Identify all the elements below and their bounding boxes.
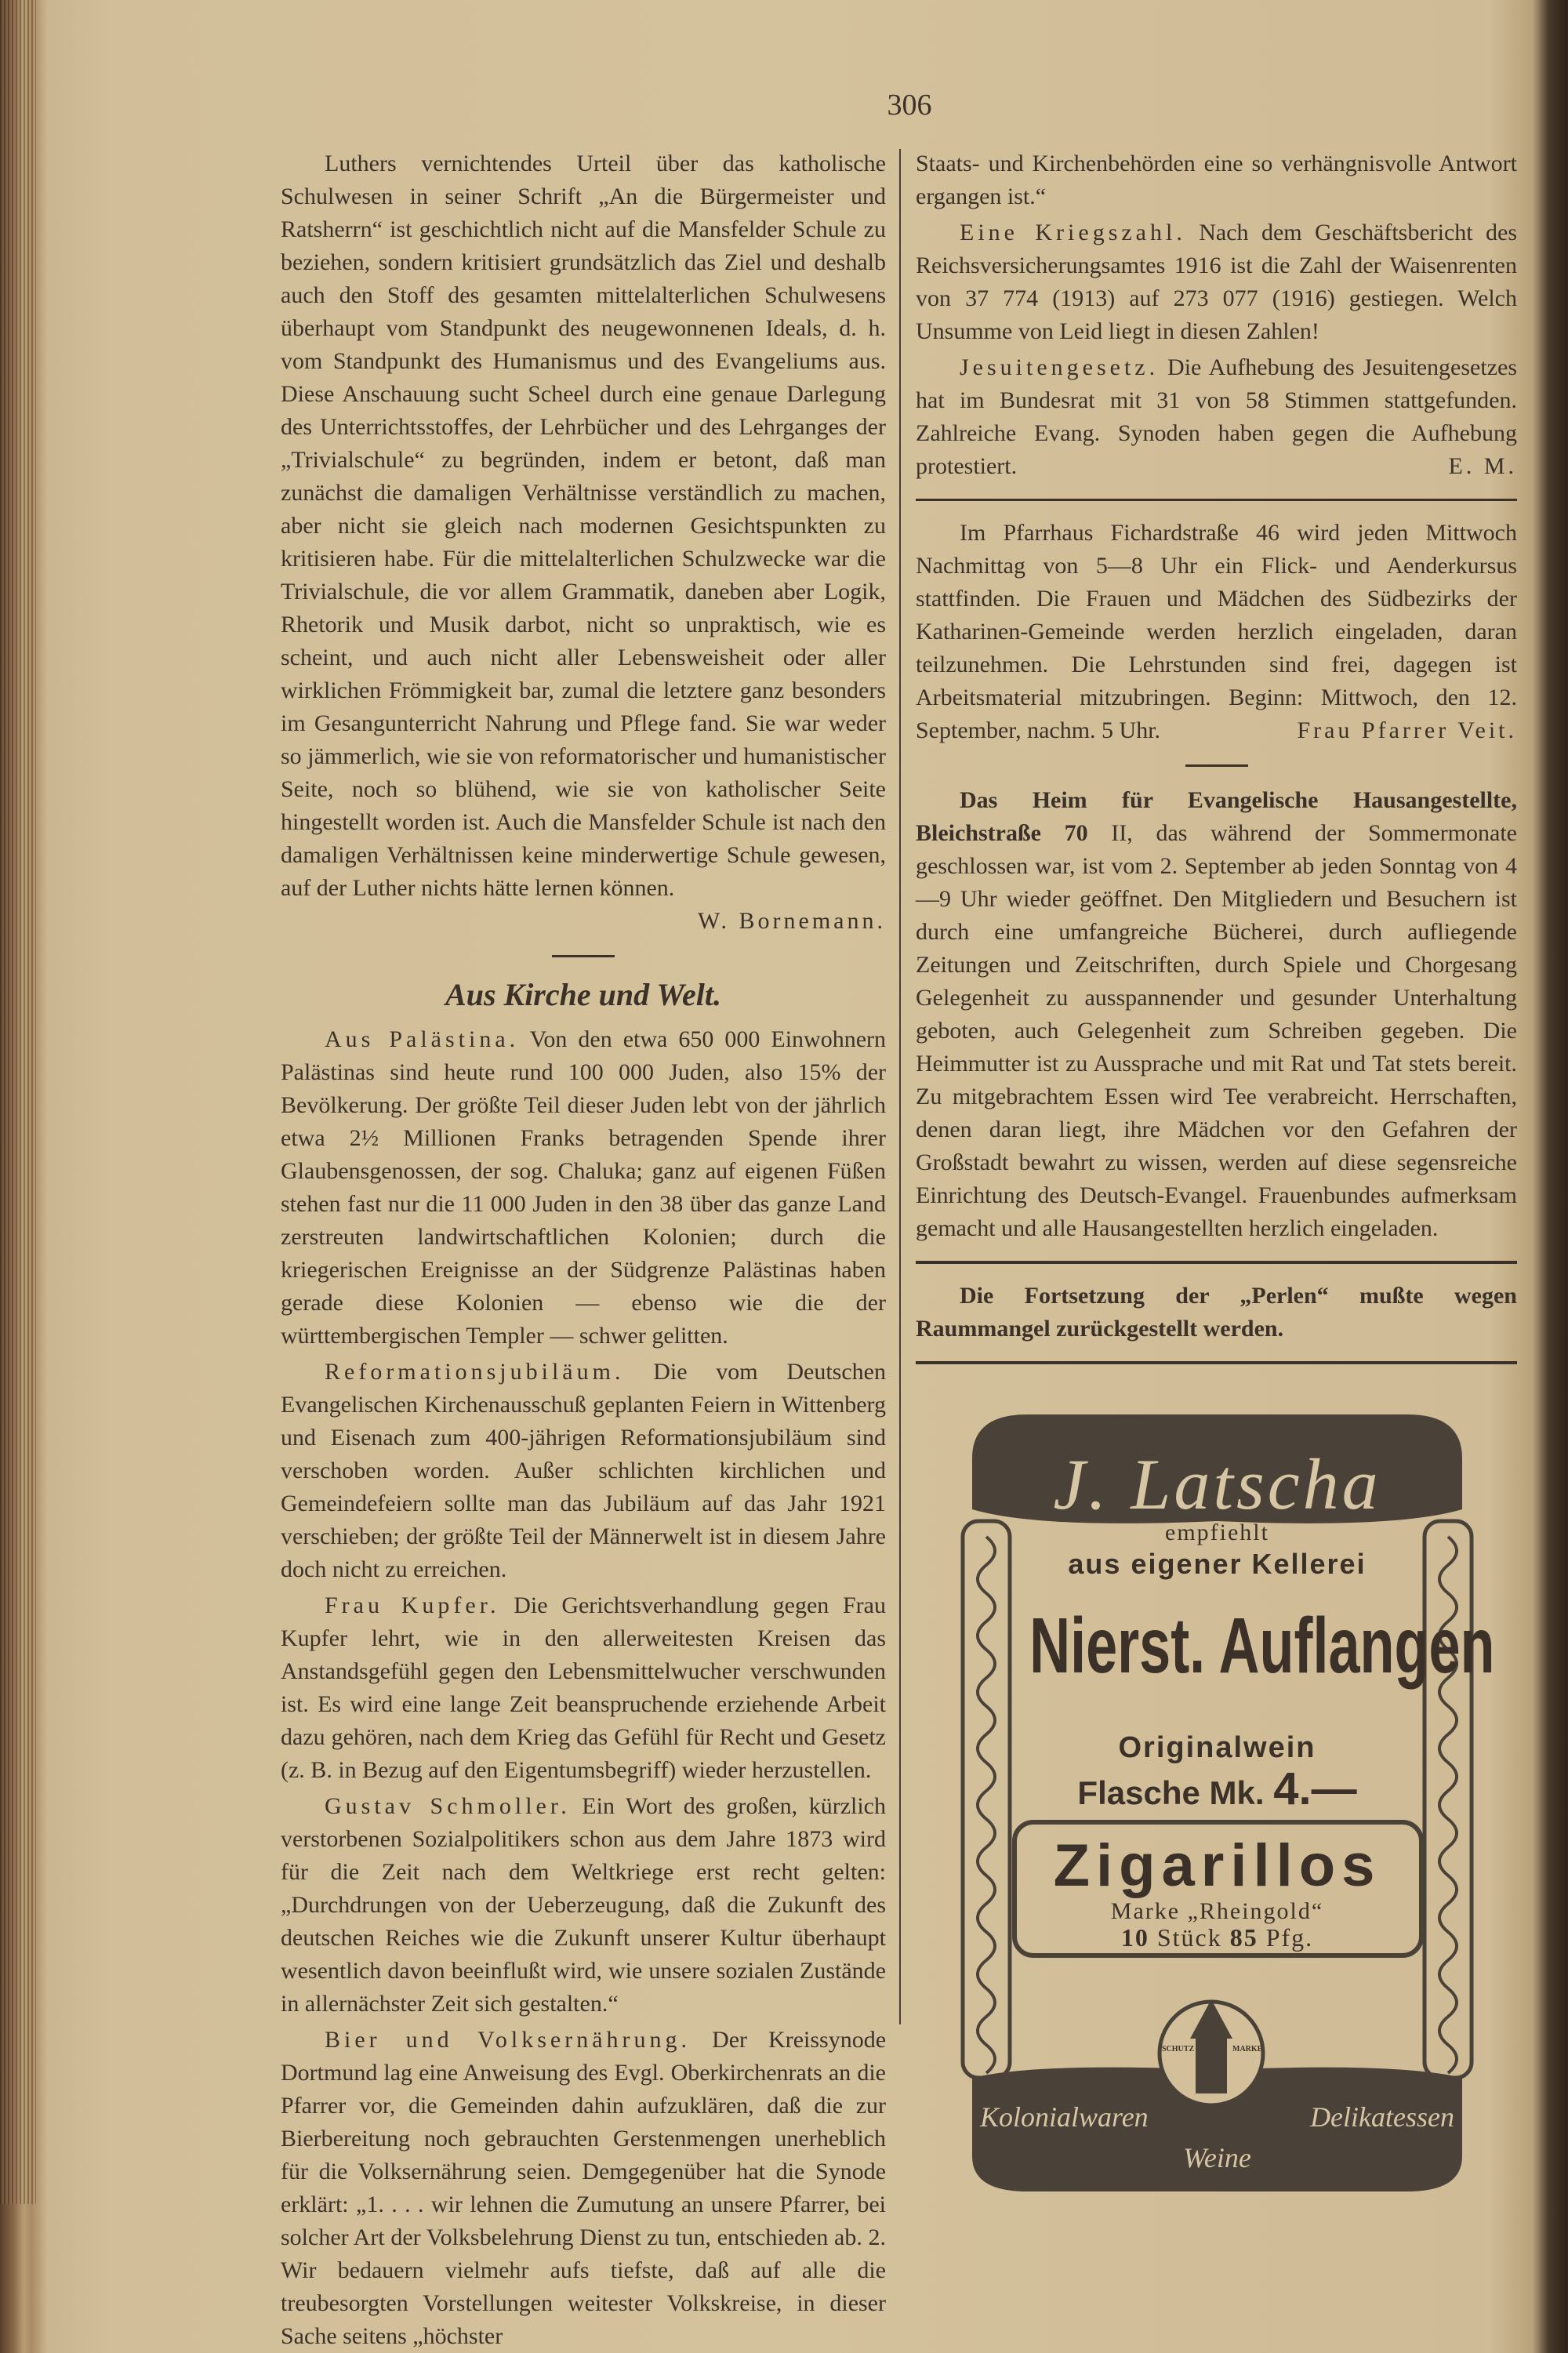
news-item xyxy=(916,351,1517,483)
section-heading: Aus Kirche und Welt. xyxy=(445,977,721,1012)
ad-text: aus eigener Kellerei xyxy=(1068,1548,1367,1580)
news-body: Die Aufhebung des Jesuitengesetzes hat im Bundesrat mit 31 von 58 Stimmen stattgefunden. Zahlreiche Evang. Synoden haben gegen die Aufhebung protestiert. xyxy=(916,354,1518,479)
author-signature: E. M. xyxy=(1448,453,1517,479)
footer-text: Weine xyxy=(1183,2142,1251,2173)
left-column xyxy=(281,147,886,2353)
price-value: 4.— xyxy=(1273,1763,1357,1814)
ad-text: Marke „Rheingold“ xyxy=(1110,1898,1324,1924)
perlen-notice: Die Fortsetzung der „Perlen“ mußte wegen Raummangel zurückgestellt werden. xyxy=(916,1283,1517,1342)
column-rule xyxy=(916,1261,1517,1264)
qty: 10 xyxy=(1120,1923,1149,1952)
price-label: Flasche Mk. xyxy=(1077,1774,1265,1811)
brand-logo: J. Latscha xyxy=(1053,1444,1381,1524)
news-body: Ein Wort des großen, kürzlich verstorbenen Sozialpolitikers schon aus dem Jahre 1873 wird für die Zeit nach dem Weltkriege erst recht gelten: „Durchdrungen von der Ueberzeugung, daß die Zukunft des deutschen Reiches wie die Zukunft unserer Kultur überhaupt wesentlich davon beeinflußt wird, wie unsere sozialen Zustände in allernächster Zeit sich gestalten.“ xyxy=(281,1793,887,2017)
news-lead: Gustav Schmoller. xyxy=(325,1793,571,1819)
news-item xyxy=(281,2024,886,2353)
short-divider xyxy=(1185,764,1248,767)
news-body: Die Gerichtsverhandlung gegen Frau Kupfer lehrt, wie in den allerweitesten Kreisen das Anstandsgefühl gegen den Lebensmittelwucher verschwunden ist. Es wird eine lange Zeit beanspruchende erziehende Arbeit dazu gehören, nach dem Krieg das Gefühl für Recht und Gesetz (z. B. in Bezug auf den Eigentumsbegriff) wieder herzustellen. xyxy=(281,1592,886,1783)
wine-name: Nierst. Auflangen xyxy=(1029,1602,1495,1690)
news-item xyxy=(281,1023,886,1353)
price-line xyxy=(956,1763,1478,1817)
ad-text: empfiehlt xyxy=(1165,1520,1269,1545)
column-rule xyxy=(916,499,1517,501)
short-divider xyxy=(552,955,615,957)
notice-body: Im Pfarrhaus Fichardstraße 46 wird jeden Mittwoch Nachmittag von 5—8 Uhr ein Flick- und Aenderkursus stattfinden. Die Frauen und Mädchen des Südbezirks der Katharinen-Gemeinde werden herzlich eingeladen, daran teilzunehmen. Die Lehrstunden sind frei, dagegen ist Arbeitsmaterial mitzubringen. Beginn: Mittwoch, den 12. September, nachm. 5 Uhr. xyxy=(916,520,1517,743)
qty-unit: Stück xyxy=(1156,1923,1222,1952)
news-item xyxy=(281,1589,886,1787)
article-luther xyxy=(281,147,886,938)
news-body: Nach dem Geschäftsbericht des Reichsversicherungsamtes 1916 ist die Zahl der Waisenrenten von 37 774 (1913) auf 273 077 (1916) gestiegen. Welch Unsumme von Leid liegt in diesen Zahlen! xyxy=(916,220,1518,344)
news-lead: Jesuitengesetz. xyxy=(960,354,1160,380)
right-column xyxy=(916,147,1517,2203)
news-body: Von den etwa 650 000 Einwohnern Palästinas sind heute rund 100 000 Juden, also 15% der Bevölkerung. Der größte Teil dieser Juden lebt von der jährlich etwa 2½ Millionen Franks betragenden Spende ihrer Glaubensgenossen, der sog. Chaluka; ganz auf eigenen Füßen stehen fast nur die 11 000 Juden in den 38 über das ganze Land zerstreuten landwirtschaftlichen Kolonien; durch die kriegerischen Ereignisse an der Südgrenze Palästinas haben gerade diese Kolonien — ebenso wie die der württembergischen Templer — schwer gelitten. xyxy=(281,1026,886,1349)
news-lead: Reformationsjubiläum. xyxy=(325,1359,625,1385)
trademark-text: SCHUTZ xyxy=(1162,2045,1195,2053)
author-signature: Frau Pfarrer Veit. xyxy=(1297,717,1517,743)
product-price: 85 xyxy=(1229,1923,1258,1952)
news-lead: Eine Kriegszahl. xyxy=(960,220,1186,245)
continuation-text: Staats- und Kirchenbehörden eine so verhängnisvolle Antwort ergangen ist.“ xyxy=(916,151,1517,209)
news-lead: Frau Kupfer. xyxy=(325,1592,500,1618)
news-lead: Bier und Volksernährung. xyxy=(325,2027,691,2053)
book-page-edge xyxy=(0,0,36,2204)
price-unit: Pfg. xyxy=(1265,1923,1314,1952)
column-rule xyxy=(916,1361,1517,1364)
ad-text: Originalwein xyxy=(1118,1731,1316,1764)
footer-text: Kolonialwaren xyxy=(980,2101,1149,2133)
latscha-advertisement xyxy=(956,1403,1495,2203)
trademark-text: MARKE xyxy=(1232,2045,1263,2053)
page-number: 306 xyxy=(887,89,932,122)
news-item xyxy=(916,216,1517,348)
news-lead: Aus Palästina. xyxy=(325,1026,520,1052)
column-divider xyxy=(899,149,901,2024)
product-price-line xyxy=(956,1924,1478,1951)
heim-notice xyxy=(916,784,1517,1245)
article-text: Luthers vernichtendes Urteil über das katholische Schulwesen in seiner Schrift „An die Bürgermeister und Ratsherrn“ ist geschichtlich nicht auf die Mansfelder Schule zu beziehen, sondern kritisiert grundsätzlich das Ziel und deshalb auch den Stoff des gesamten mittelalterlichen Schulwesens überhaupt vom Standpunkt des neugewonnenen Ideals, d. h. vom Standpunkt des Humanismus und des Evangeliums aus. Diese Anschauung sucht Scheel durch eine genaue Darlegung des Unterrichtsstoffes, der Lehrbücher und des Lehrganges der „Trivialschule“ zu begründen, indem er betont, daß man zunächst die damaligen Verhältnisse verständlich zu machen, aber nicht sie gleich nach modernen Gesichtspunkten zu kritisieren habe. Für die mittelalterlichen Schulzwecke war die Trivialschule, die vor allem Grammatik, daneben aber Logik, Rhetorik und Musik darbot, nicht so unpraktisch, wie es scheint, und auch nicht aller Lebensweisheit oder aller wirklichen Frömmigkeit bar, zumal die letztere ganz besonders im Gesangunterricht Nahrung und Pflege fand. Sie war weder so jämmerlich, wie sie von reformatorischer und humanistischer Seite, noch so blühend, wie sie von katholischer Seite hingestellt worden ist. Auch die Mansfelder Schule ist nach den damaligen Verhältnissen keine minderwertige Schule gewesen, auf der Luther nichts hätte lernen können. xyxy=(281,151,886,901)
news-body: Die vom Deutschen Evangelischen Kirchenausschuß geplanten Feiern in Wittenberg und Eisenach zum 400-jährigen Reformationsjubiläum sind verschoben worden. Außer schlichten kirchlichen und Gemeindefeiern sollte man das Jubiläum auf das Jahr 1921 verschieben; der größte Teil der Männerwelt ist in diesem Jahre doch nicht zu erreichen. xyxy=(281,1359,886,1582)
notice-body: II, das während der Sommermonate geschlossen war, ist vom 2. September ab jeden Sonntag von 4—9 Uhr wieder geöffnet. Den Mitgliedern und Besuchern ist durch eine umfangreiche Bücherei, durch aufliegende Zeitungen und Zeitschriften, durch Spiele und Chorgesang Gelegenheit zu ausspannender und gesunder Unterhaltung geboten, auch Gelegenheit zum Schreiben gegeben. Die Heimmutter ist zu Aussprache und mit Rat und Tat stets bereit. Zu mitgebrachtem Essen wird Tee verabreicht. Herrschaften, denen daran liegt, ihre Mädchen vor den Gefahren der Großstadt bewahrt zu wissen, werden auf diese segensreiche Einrichtung des Deutsch-Evangel. Frauenbundes aufmerksam gemacht und alle Hausangestellten herzlich eingeladen. xyxy=(916,820,1517,1241)
news-body: Der Kreissynode Dortmund lag eine Anweisung des Evgl. Oberkirchenrats an die Pfarrer vor, die Gemeinden dahin aufzuklären, daß die zur Bierbereitung noch gebrauchten Gerstenmengen unerheblich für die Volksernährung seien. Demgegenüber hat die Synode erklärt: „1. . . . wir lehnen die Zumutung an unsere Pfarrer, bei solcher Art der Volksbelehrung Dienst zu tun, entschieden ab. 2. Wir bedauern vielmehr aufs tiefste, daß auf alle die treubesorgten Vorstellungen weitester Volkskreise, in dieser Sache seitens „höchster xyxy=(281,2027,887,2349)
pfarrhaus-notice xyxy=(916,517,1517,747)
footer-text: Delikatessen xyxy=(1310,2101,1454,2133)
news-item xyxy=(281,1790,886,2021)
news-item xyxy=(281,1356,886,1586)
notice-lead: Das Heim für Evangelische Hausangestellte, Bleichstraße 70 xyxy=(916,787,1517,846)
product-name: Zigarillos xyxy=(1053,1832,1381,1899)
author-signature: W. Bornemann. xyxy=(697,908,886,934)
